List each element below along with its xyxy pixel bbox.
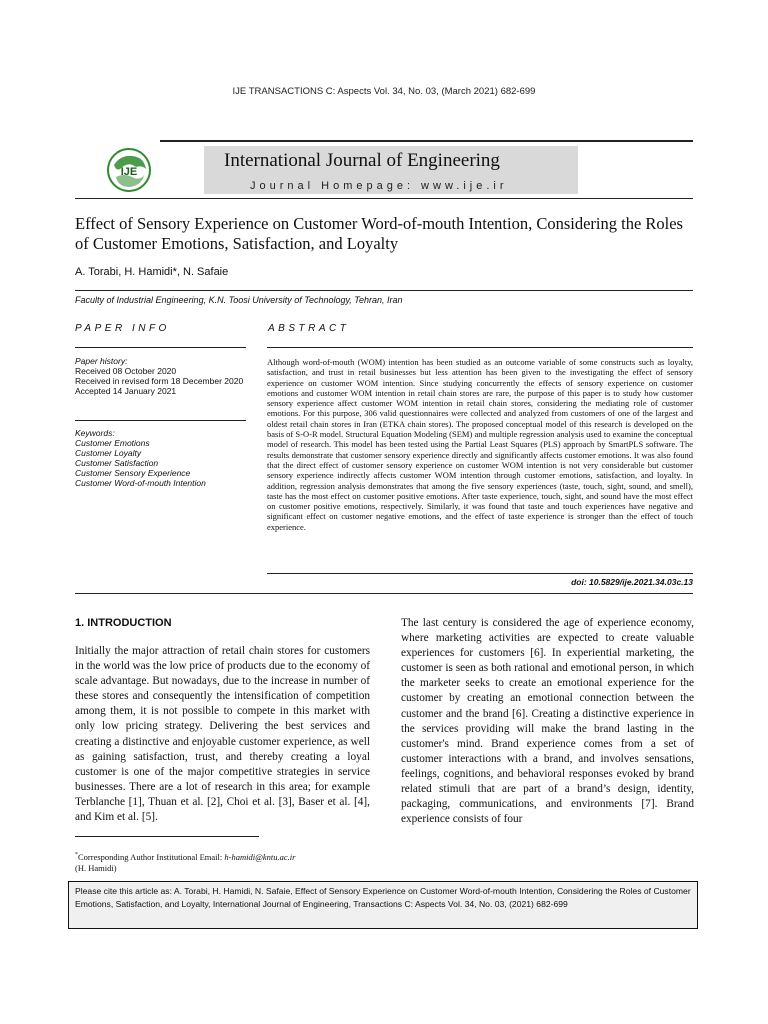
footnote-marker: * — [75, 852, 78, 858]
footnote-name: (H. Hamidi) — [75, 862, 117, 873]
affiliation: Faculty of Industrial Engineering, K.N. Toosi University of Technology, Tehran, Iran — [75, 295, 403, 305]
paper-info-rule — [75, 347, 246, 348]
paper-history — [75, 356, 265, 396]
authors: A. Torabi, H. Hamidi*, N. Safaie — [75, 266, 229, 278]
citation-box: Please cite this article as: A. Torabi, H. Hamidi, N. Safaie, Effect of Sensory Experience on Customer Word-of-mouth Intention, Considering the Roles of Customer Emotions, Satisfaction, and Loyalty, International Journal of Engineering, Transactions C: Aspects Vol. 34, No. 03, (2021) 682-699 — [68, 881, 698, 929]
body-column-right: The last century is considered the age of experience economy, where marketing activities are expected to create valuable experiences for customers [6]. In experiential marketing, the customer is seen as both rational and emotional person, in which the marketer seeks to create an emotional experience for the customer by creating an emotional connection between the customer and the brand [6]. Creating a distinctive experience in the services providing will make the brand lasting in the customer's mind. Brand experience comes from a set of customer interactions with a brand, and involves sensations, feelings, cognitions, and behavioral responses evoked by brand related stimuli that are part of a brand’s design, identity, packaging, communications, and environments [7]. Brand experience consists of four — [401, 617, 694, 826]
footnote-text: Corresponding Author Institutional Email: — [78, 851, 225, 862]
abstract-rule-bottom — [267, 573, 693, 574]
intro-heading: 1. INTRODUCTION — [75, 617, 172, 629]
paper-history-heading: Paper history: — [75, 356, 128, 366]
journal-homepage[interactable]: Journal Homepage: www.ije.ir — [250, 180, 508, 192]
keyword-item: Customer Word-of-mouth Intention — [75, 478, 206, 488]
article-title: Effect of Sensory Experience on Customer Word-of-mouth Intention, Considering the Roles of Customer Emotions, Satisfaction, and Loyalty — [75, 214, 683, 253]
footnote — [75, 850, 370, 874]
abstract-label: ABSTRACT — [268, 323, 350, 334]
keyword-item: Customer Satisfaction — [75, 458, 159, 468]
accepted-date: Accepted 14 January 2021 — [75, 386, 177, 396]
footnote-rule — [75, 836, 259, 837]
keywords-heading: Keywords: — [75, 428, 115, 438]
running-head: IJE TRANSACTIONS C: Aspects Vol. 34, No. 03, (March 2021) 682-699 — [232, 86, 536, 97]
journal-logo-icon — [106, 147, 152, 193]
revised-date: Received in revised form 18 December 2020 — [75, 376, 244, 386]
footnote-email[interactable]: h-hamidi@kntu.ac.ir — [224, 851, 296, 862]
paper-info-label: PAPER INFO — [75, 323, 170, 334]
keyword-item: Customer Loyalty — [75, 448, 142, 458]
affiliation-rule — [75, 290, 693, 291]
abstract-rule-top — [267, 347, 693, 348]
abstract-text: Although word-of-mouth (WOM) intention has been studied as an outcome variable of some constructs such as loyalty, satisfaction, and trust in retail businesses but less attention has been given to the investigating the effect of sensory experience on customer WOM intention. Since studying concurrently the effects of sensory experience on customer emotions and customer WOM intention in retail chain stores are rare, the purpose of this paper is to study how customer sensory experience affect customer WOM intention in retail chain stores, considering the mediating role of customer emotions. For this purpose, 306 valid questionnaires were collected and analyzed from customers of one of the largest and oldest retail chain stores in Iran (ETKA chain stores). The proposed conceptual model of this research is developed on the basis of S-O-R model. Structural Equation Modeling (SEM) and multiple regression analysis used to examine the conceptual model of research. This model has been tested using the Partial Least Squares (PLS) approach by SmartPLS software. The results demonstrate that customer sensory experience directly and significantly affects customer emotions. It was also found that the direct effect of customer sensory experience on customer WOM intention is not very considerable but customer sensory experience indirectly affects customer WOM intention through customer emotions, satisfaction, and loyalty. In addition, regression analysis demonstrates that among the five sensory experiences (taste, touch, sight, sound, and smell), taste has the most effect on customer positive emotions. After taste experience, touch, sight, and sound have the most effect on customer positive emotions, respectively. Similarly, it was found that taste and touch experiences have negative and significant effect on customer negative emotions, and the effect of taste experience is stronger than the effect of touch experience. — [267, 357, 693, 532]
keyword-item: Customer Emotions — [75, 438, 150, 448]
keyword-item: Customer Sensory Experience — [75, 468, 191, 478]
body-column-left: Initially the major attraction of retail chain stores for customers in the world was the low price of products due to the economy of scale advantage. But nowadays, due to the increase in number of these stores and consequently the intensification of competition among them, it is not possible to compete in this market with only low pricing strategy. Delivering the best services and creating a distinctive and enjoyable customer experience, as well as gaining satisfaction, trust, and thereby creating a loyal customer is one of the major competitive strategies in service businesses. There are a lot of research in this area; for example Terblanche [1], Thuan et al. [2], Choi et al. [3], Baser et al. [4], and Kim et al. [5]. — [75, 645, 370, 824]
keywords-block — [75, 428, 265, 488]
received-date: Received 08 October 2020 — [75, 366, 177, 376]
keywords-rule — [75, 420, 246, 421]
masthead-rule — [75, 198, 693, 199]
logo-text: IJE — [120, 166, 138, 178]
top-rule — [160, 140, 693, 142]
doi-link[interactable]: doi: 10.5829/ije.2021.34.03c.13 — [571, 577, 693, 587]
journal-name: International Journal of Engineering — [224, 150, 500, 171]
section-rule — [75, 593, 693, 594]
